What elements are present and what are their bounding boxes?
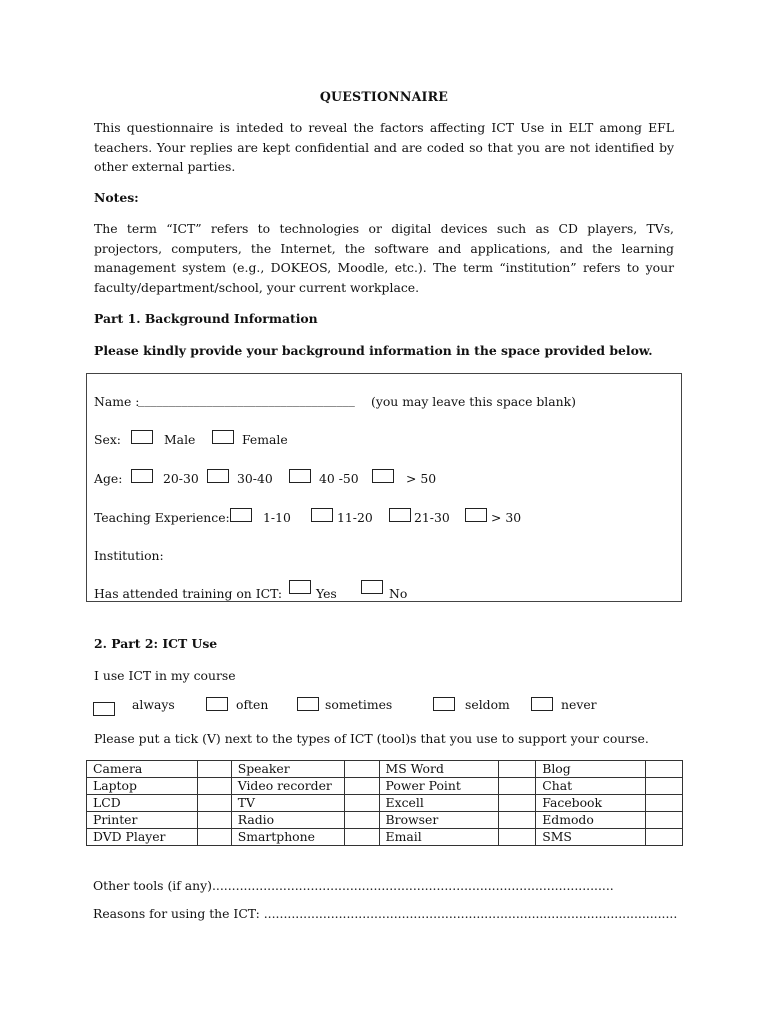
tool-name-cell: Facebook xyxy=(536,795,646,812)
part1-instruction: Please kindly provide your background information in the space provided below. xyxy=(94,343,653,358)
part1-heading: Part 1. Background Information xyxy=(94,311,318,326)
freq-never-checkbox[interactable] xyxy=(531,697,553,711)
age-30-40-label: 30-40 xyxy=(237,471,273,486)
exp-1-10-checkbox[interactable] xyxy=(230,508,252,522)
exp-11-20-label: 11-20 xyxy=(337,510,373,525)
intro-paragraph: This questionnaire is inteded to reveal the factors affecting ICT Use in ELT among EFL teachers. Your replies are kept confidential and are coded so that you are not identified by other external parties. xyxy=(94,120,674,174)
training-label: Has attended training on ICT: xyxy=(94,586,283,601)
age-over-50-checkbox[interactable] xyxy=(372,469,394,483)
training-no-label: No xyxy=(389,586,408,601)
exp-over-30-checkbox[interactable] xyxy=(465,508,487,522)
tool-name-cell: DVD Player xyxy=(87,829,198,846)
age-over-50-label: > 50 xyxy=(406,471,437,486)
age-40-50-label: 40 -50 xyxy=(319,471,359,486)
tool-name-cell: TV xyxy=(231,795,344,812)
age-40-50-checkbox[interactable] xyxy=(289,469,311,483)
reasons-line[interactable]: Reasons for using the ICT: ......................................................................................................... xyxy=(93,906,678,921)
table-row xyxy=(87,761,683,778)
tool-tick-cell[interactable] xyxy=(646,829,683,846)
tool-tick-cell[interactable] xyxy=(197,778,231,795)
freq-often-checkbox[interactable] xyxy=(206,697,228,711)
table-row xyxy=(87,795,683,812)
ict-tools-table xyxy=(86,760,683,846)
exp-1-10-label: 1-10 xyxy=(263,510,291,525)
freq-always-checkbox[interactable] xyxy=(93,702,115,716)
tool-name-cell: Radio xyxy=(231,812,344,829)
sex-label: Sex: xyxy=(94,432,121,447)
tool-tick-cell[interactable] xyxy=(344,829,379,846)
name-label: Name : xyxy=(94,394,140,409)
tool-name-cell: Video recorder xyxy=(231,778,344,795)
age-20-30-label: 20-30 xyxy=(163,471,199,486)
freq-sometimes-label: sometimes xyxy=(325,697,393,712)
sex-female-label: Female xyxy=(242,432,288,447)
exp-over-30-label: > 30 xyxy=(491,510,522,525)
tool-tick-cell[interactable] xyxy=(344,795,379,812)
tool-tick-cell[interactable] xyxy=(499,761,536,778)
tool-name-cell: Email xyxy=(379,829,499,846)
tool-tick-cell[interactable] xyxy=(197,812,231,829)
other-tools-line[interactable]: Other tools (if any)...................................................................................................... xyxy=(93,878,614,893)
sex-male-label: Male xyxy=(164,432,196,447)
tool-tick-cell[interactable] xyxy=(197,795,231,812)
tool-name-cell: SMS xyxy=(536,829,646,846)
tool-name-cell: Edmodo xyxy=(536,812,646,829)
training-no-checkbox[interactable] xyxy=(361,580,383,594)
tool-tick-cell[interactable] xyxy=(499,795,536,812)
tool-tick-cell[interactable] xyxy=(646,812,683,829)
freq-always-label: always xyxy=(132,697,175,712)
sex-female-checkbox[interactable] xyxy=(212,430,234,444)
institution-label: Institution: xyxy=(94,548,164,563)
tool-tick-cell[interactable] xyxy=(499,812,536,829)
tool-name-cell: Power Point xyxy=(379,778,499,795)
name-hint: (you may leave this space blank) xyxy=(371,394,576,409)
table-row xyxy=(87,829,683,846)
tool-tick-cell[interactable] xyxy=(344,812,379,829)
name-field[interactable]: ___________________________________ xyxy=(138,392,355,407)
tool-tick-cell[interactable] xyxy=(646,778,683,795)
freq-never-label: never xyxy=(561,697,597,712)
exp-11-20-checkbox[interactable] xyxy=(311,508,333,522)
exp-21-30-label: 21-30 xyxy=(414,510,450,525)
tool-tick-cell[interactable] xyxy=(499,778,536,795)
tool-name-cell: Camera xyxy=(87,761,198,778)
table-row xyxy=(87,778,683,795)
tool-name-cell: Browser xyxy=(379,812,499,829)
training-yes-label: Yes xyxy=(316,586,337,601)
freq-sometimes-checkbox[interactable] xyxy=(297,697,319,711)
tool-name-cell: MS Word xyxy=(379,761,499,778)
tool-tick-cell[interactable] xyxy=(197,761,231,778)
experience-label: Teaching Experience: xyxy=(94,510,230,525)
freq-seldom-label: seldom xyxy=(465,697,510,712)
tool-name-cell: Printer xyxy=(87,812,198,829)
tool-tick-cell[interactable] xyxy=(646,761,683,778)
tool-tick-cell[interactable] xyxy=(344,761,379,778)
ict-use-statement: I use ICT in my course xyxy=(94,668,236,683)
part2-heading: 2. Part 2: ICT Use xyxy=(94,636,218,651)
tool-name-cell: Speaker xyxy=(231,761,344,778)
tool-name-cell: Smartphone xyxy=(231,829,344,846)
background-info-box xyxy=(86,373,682,602)
table-row xyxy=(87,812,683,829)
page-title: QUESTIONNAIRE xyxy=(319,89,449,104)
tick-instruction: Please put a tick (V) next to the types of ICT (tool)s that you use to support your course. xyxy=(94,731,649,746)
exp-21-30-checkbox[interactable] xyxy=(389,508,411,522)
tool-name-cell: LCD xyxy=(87,795,198,812)
tool-tick-cell[interactable] xyxy=(499,829,536,846)
age-label: Age: xyxy=(94,471,123,486)
tool-name-cell: Blog xyxy=(536,761,646,778)
tool-tick-cell[interactable] xyxy=(646,795,683,812)
tool-tick-cell[interactable] xyxy=(344,778,379,795)
tool-name-cell: Laptop xyxy=(87,778,198,795)
sex-male-checkbox[interactable] xyxy=(131,430,153,444)
freq-often-label: often xyxy=(236,697,269,712)
age-20-30-checkbox[interactable] xyxy=(131,469,153,483)
tool-name-cell: Excell xyxy=(379,795,499,812)
notes-paragraph: The term “ICT” refers to technologies or digital devices such as CD players, TVs, projectors, computers, the Internet, the software and applications, and the learning management system (e.g., DOKEOS, Moodle, etc.). The term “institution” refers to your faculty/department/school, your current workplace. xyxy=(94,221,674,295)
tool-tick-cell[interactable] xyxy=(197,829,231,846)
freq-seldom-checkbox[interactable] xyxy=(433,697,455,711)
age-30-40-checkbox[interactable] xyxy=(207,469,229,483)
training-yes-checkbox[interactable] xyxy=(289,580,311,594)
notes-heading: Notes: xyxy=(94,190,139,205)
tool-name-cell: Chat xyxy=(536,778,646,795)
